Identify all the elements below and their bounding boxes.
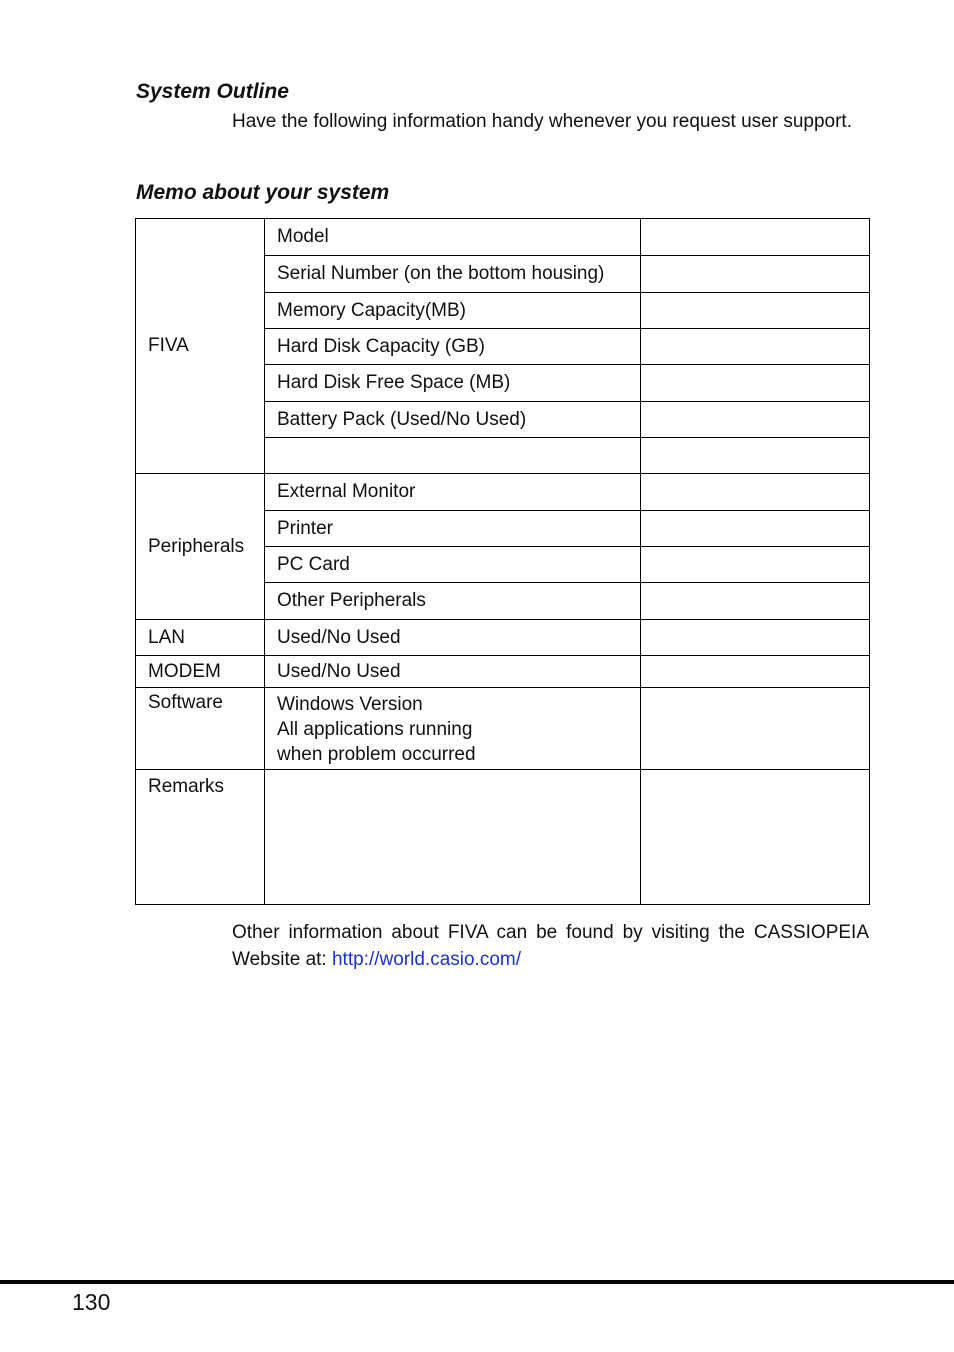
software-label: Software (136, 688, 265, 770)
software-description (265, 688, 641, 770)
value-cell[interactable] (641, 688, 870, 770)
peripheral-item-pc-card: PC Card (265, 547, 641, 583)
section-title-system-outline: System Outline (136, 80, 289, 103)
fiva-item-model: Model (265, 219, 641, 256)
modem-label: MODEM (136, 656, 265, 688)
value-cell[interactable] (641, 620, 870, 656)
value-cell[interactable] (641, 474, 870, 511)
section-title-memo: Memo about your system (136, 181, 390, 204)
value-cell[interactable] (641, 656, 870, 688)
peripherals-label: Peripherals (136, 474, 265, 620)
lan-value: Used/No Used (265, 620, 641, 656)
value-cell[interactable] (641, 219, 870, 256)
footer-rule (0, 1280, 954, 1284)
fiva-item-hard-disk-capacity: Hard Disk Capacity (GB) (265, 329, 641, 365)
fiva-item-hard-disk-free-space: Hard Disk Free Space (MB) (265, 365, 641, 402)
value-cell[interactable] (641, 402, 870, 438)
value-cell[interactable] (641, 256, 870, 293)
value-cell[interactable] (641, 365, 870, 402)
page-number: 130 (72, 1289, 111, 1315)
fiva-item-blank (265, 438, 641, 474)
peripheral-item-other: Other Peripherals (265, 583, 641, 620)
value-cell[interactable] (641, 438, 870, 474)
footer-paragraph (232, 919, 869, 973)
value-cell[interactable] (641, 583, 870, 620)
footer-text: Other information about FIVA can be found by visiting the CASSIOPEIA Website at: (232, 922, 869, 970)
value-cell[interactable] (641, 293, 870, 329)
fiva-item-memory-capacity: Memory Capacity(MB) (265, 293, 641, 329)
fiva-label: FIVA (136, 219, 265, 474)
fiva-item-serial-number: Serial Number (on the bottom housing) (265, 256, 641, 293)
remarks-label: Remarks (136, 770, 265, 905)
fiva-item-battery-pack: Battery Pack (Used/No Used) (265, 402, 641, 438)
software-line: when problem occurred (277, 744, 476, 765)
remarks-cell[interactable] (265, 770, 641, 905)
value-cell[interactable] (641, 770, 870, 905)
modem-value: Used/No Used (265, 656, 641, 688)
software-line: Windows Version (277, 694, 423, 715)
value-cell[interactable] (641, 547, 870, 583)
lan-label: LAN (136, 620, 265, 656)
casio-website-link[interactable]: http://world.casio.com/ (331, 949, 522, 970)
peripheral-item-printer: Printer (265, 511, 641, 547)
value-cell[interactable] (641, 329, 870, 365)
peripheral-item-external-monitor: External Monitor (265, 474, 641, 511)
value-cell[interactable] (641, 511, 870, 547)
software-line: All applications running (277, 719, 473, 740)
intro-paragraph: Have the following information handy whenever you request user support. (232, 111, 852, 132)
system-memo-table (135, 218, 870, 905)
